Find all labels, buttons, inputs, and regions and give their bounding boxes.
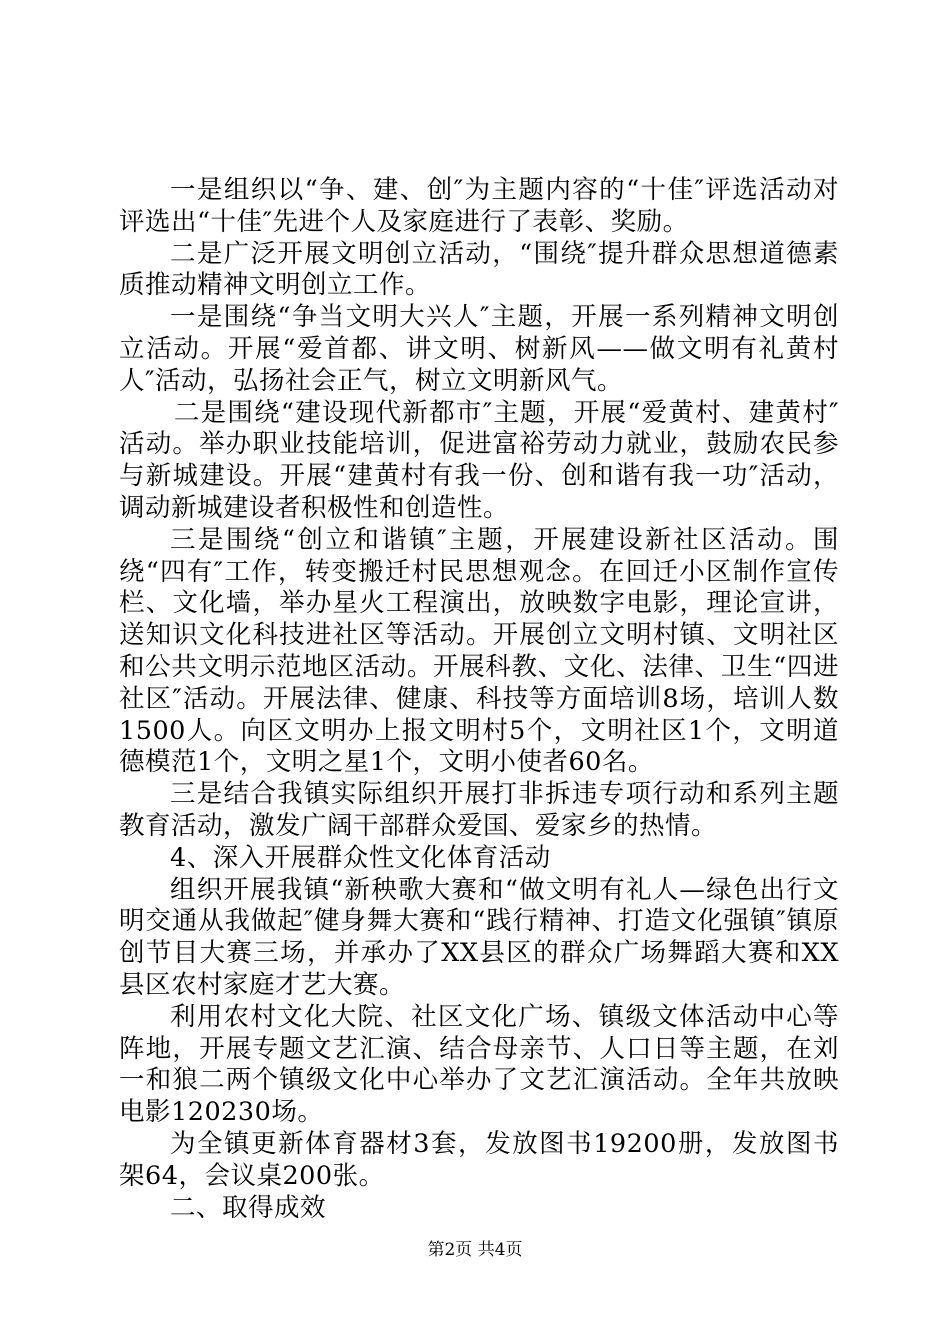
paragraph-illegal-construction: 三是结合我镇实际组织开展打非拆违专项行动和系列主题教育活动，激发广阔干部群众爱国、爱家乡的热情。 [119,779,839,841]
paragraph-new-city-theme: 二是围绕“建设现代新都市″主题，开展“爱黄村、建黄村″活动。举办职业技能培训，促进富裕劳动力就业，鼓励农民参与新城建设。开展“建黄村有我一份、创和谐有我一功″活动，调动新城建设者积极性和创造性。 [119,397,839,523]
paragraph-competitions: 组织开展我镇“新秧歌大赛和“做文明有礼人—绿色出行文明交通从我做起″健身舞大赛和“践行精神、打造文化强镇″镇原创节目大赛三场，并承办了XX县区的群众广场舞蹈大赛和XX县区农村家庭才艺大赛。 [119,874,839,1000]
section-heading-achievements: 二、取得成效 [170,1192,327,1223]
page-number-footer: 第2页 共4页 [427,1240,523,1260]
paragraph-civilization-campaign: 二是广泛开展文明创立活动，“围绕″提升群众思想道德素质推动精神文明创立工作。 [119,238,839,301]
paragraph-harmonious-town: 三是围绕“创立和谐镇″主题，开展建设新社区活动。围绕“四有″工作，转变搬迁村民思想观念。在回迁小区制作宣传栏、文化墙，举办星火工程演出，放映数字电影，理论宣讲，送知识文化科技进社区等活动。开展创立文明村镇、文明社区和公共文明示范地区活动。开展科教、文化、法律、卫生“四进社区″活动。开展法律、健康、科技等方面培训8场，培训人数1500人。向区文明办上报文明村5个，文明社区1个，文明道德模范1个，文明之星1个，文明小使者60名。 [119,524,839,778]
paragraph-cultural-venues: 利用农村文化大院、社区文化广场、镇级文体活动中心等阵地，开展专题文艺汇演、结合母亲节、人口日等主题，在刘一和狼二两个镇级文化中心举办了文艺汇演活动。全年共放映电影120230场。 [119,1001,839,1128]
paragraph-daxing-theme: 一是围绕“争当文明大兴人″主题，开展一系列精神文明创立活动。开展“爱首都、讲文明、树新风——做文明有礼黄村人″活动，弘扬社会正气，树立文明新风气。 [119,302,839,396]
document-body [119,175,839,1224]
paragraph-ten-best-selection: 一是组织以“争、建、创″为主题内容的“十佳″评选活动对评选出“十佳″先进个人及家庭进行了表彰、奖励。 [119,175,839,237]
paragraph-equipment: 为全镇更新体育器材3套，发放图书19200册，发放图书架64，会议桌200张。 [119,1128,839,1191]
section-heading-culture-sports: 4、深入开展群众性文化体育活动 [170,842,551,873]
